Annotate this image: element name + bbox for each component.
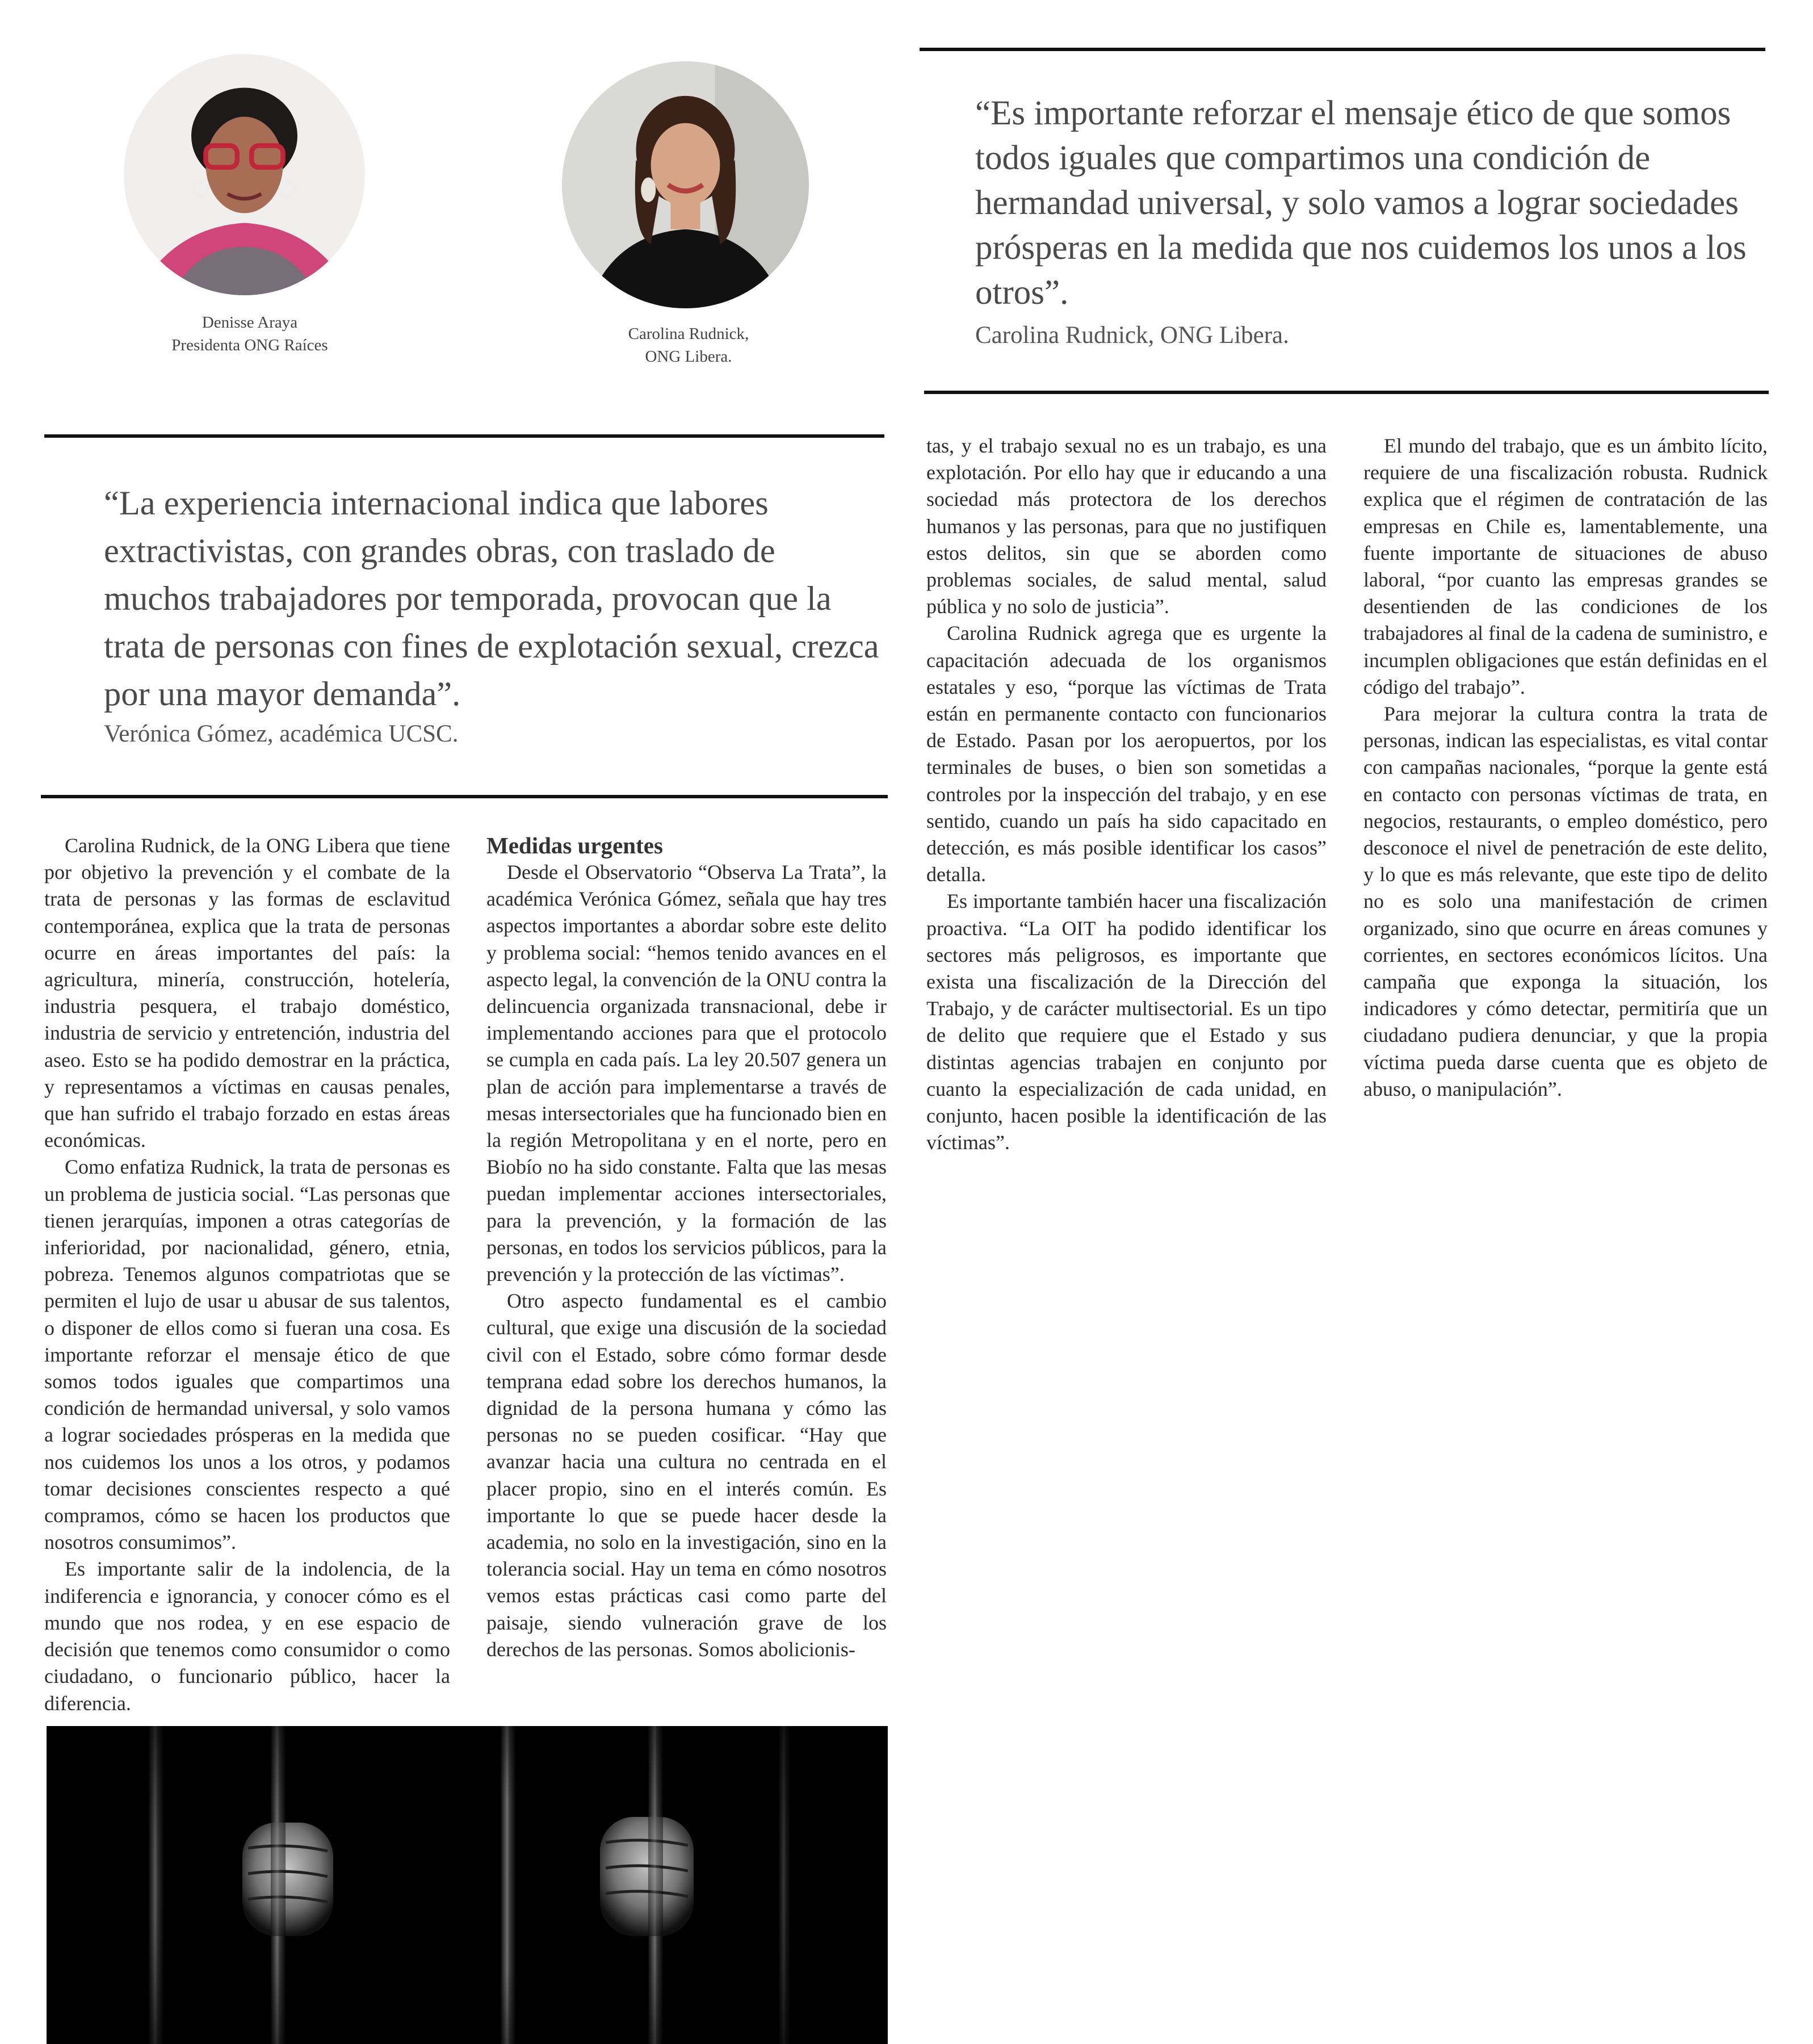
mid-pull-quote-author: Verónica Gómez, académica UCSC. [104, 721, 459, 747]
portrait-denisse-araya [124, 54, 365, 295]
caption-name: Denisse Araya [202, 313, 298, 332]
top-pull-quote-text: “Es importante reforzar el mensaje ético de que somos todos iguales que compartimos una condición de hermandad universal, y solo vamos a lograr sociedades prósperas en la medida que nos cuidemos los unos a los otros”. [975, 94, 1747, 312]
paragraph: Como enfatiza Rudnick, la trata de personas es un problema de justicia social. “Las personas que tienen jerarquías, imponen a otras categorías de inferioridad, por nacionalidad, género, etnia, pobreza. Tenemos algunos compatriotas que se permiten el lujo de usar u abusar de sus talentos, o disponer de ellos como si fueran una cosa. Es importante reforzar el mensaje ético de que somos todos iguales que compartimos una condición de hermandad universal, y solo vamos a lograr sociedades prósperas en la medida que nos cuidemos los unos a los otros, y podamos tomar decisiones conscientes respecto a qué compramos, cómo se hacen los productos que nosotros consumimos”. [44, 1155, 450, 1554]
top-pull-quote [975, 91, 1759, 351]
top-quote-rule-top [920, 48, 1765, 51]
paragraph: tas, y el trabajo sexual no es un trabajo, es una explotación. Por ello hay que ir educando a una sociedad más protectora de los derechos humanos y las personas, para que no justifiquen estos delitos, sin que se aborden como problemas sociales, de salud mental, salud pública y no solo de justicia”. [926, 434, 1327, 618]
article-column-1 [44, 832, 450, 1717]
portrait-caption-1 [131, 311, 369, 357]
portrait-caption-2 [569, 322, 808, 368]
mid-pull-quote [104, 480, 887, 750]
caption-role: ONG Libera. [645, 347, 732, 366]
paragraph: Es importante también hacer una fiscalización proactiva. “La OIT ha podido identificar los sectores más peligrosos, es importante que exista una fiscalización de la Dirección del Trabajo, y de carácter multisectorial. Es un tipo de delito que requiere que el Estado y sus distintas agencias trabajen en conjunto por cuanto la especialización de cada unidad, en conjunto, hacen posible la identificación de las víctimas”. [926, 890, 1327, 1154]
paragraph: Otro aspecto fundamental es el cambio cultural, que exige una discusión de la sociedad civil con el Estado, sobre cómo formar desde temprana edad sobre los derechos humanos, la dignidad de la persona humana y cómo las personas no se pueden cosificar. “Hay que avanzar hacia una cultura no centrada en el placer propio, sino en el interés común. Es importante lo que se puede hacer desde la academia, no solo en la investigación, sino en la tolerancia social. Hay un tema en cómo nosotros vemos estas prácticas casi como parte del paisaje, siendo vulneración grave de los derechos de las personas. Somos abolicionis- [486, 1289, 887, 1661]
article-column-2 [486, 832, 887, 1663]
mid-quote-rule-top [44, 434, 884, 438]
mid-quote-rule-bottom [41, 795, 888, 798]
article-column-4 [1363, 433, 1768, 1103]
top-pull-quote-author: Carolina Rudnick, ONG Libera. [975, 322, 1289, 349]
portrait-carolina-rudnick [562, 61, 809, 308]
mid-pull-quote-text: “La experiencia internacional indica que labores extractivistas, con grandes obras, con traslado de muchos trabajadores por temporada, provocan que la trata de personas con fines de explotación sexual, crezca por una mayor demanda”. [104, 484, 879, 713]
paragraph: Carolina Rudnick agrega que es urgente la capacitación adecuada de los organismos estatales y eso, “porque las víctimas de Trata están en permanente contacto con funcionarios de Estado. Pasan por los aeropuertos, por los terminales de buses, o bien son sometidas a controles por la inspección del trabajo, y en ese sentido, cuando un país ha sido capacitado en detección, es más posible identificar los casos” detalla. [926, 622, 1327, 886]
prison-bars-photo [47, 1726, 888, 2044]
paragraph: Desde el Observatorio “Observa La Trata”, la académica Verónica Gómez, señala que hay tres aspectos importantes a abordar sobre este delito y problema social: “hemos tenido avances en el aspecto legal, la convención de la ONU contra la delincuencia organizada transnacional, debe ir implementando acciones para que el protocolo se cumpla en cada país. La ley 20.507 genera un plan de acción para implementarse a través de mesas intersectoriales que ha funcionado bien en la región Metropolitana y en el norte, pero en Biobío no ha sido constante. Falta que las mesas puedan implementar acciones intersectoriales, para la prevención, y la formación de las personas, en todos los servicios públicos, para la prevención y la protección de las víctimas”. [486, 861, 887, 1286]
article-column-3 [926, 433, 1327, 1156]
paragraph: El mundo del trabajo, que es un ámbito lícito, requiere de una fiscalización robusta. Rudnick explica que el régimen de contratación de las empresas en Chile es, lamentablemente, una fuente importante de situaciones de abuso laboral, “por cuanto las empresas grandes se desentienden de las condiciones de los trabajadores al final de la cadena de suministro, e incumplen obligaciones que están definidas en el código del trabajo”. [1363, 434, 1768, 698]
paragraph: Es importante salir de la indolencia, de la indiferencia e ignorancia, y conocer cómo es el mundo que nos rodea, y en ese espacio de decisión que tenemos como consumidor o como ciudadano, o funcionario público, hacer la diferencia. [44, 1557, 450, 1715]
paragraph: Carolina Rudnick, de la ONG Libera que tiene por objetivo la prevención y el combate de la trata de personas y las formas de esclavitud contemporánea, explica que la trata de personas ocurre en áreas importantes del país: la agricultura, minería, construcción, hotelería, industria pesquera, el trabajo doméstico, industria de servicio y entretención, industria del aseo. Esto se ha podido demostrar en la práctica, y representamos a víctimas en causas penales, que han sufrido el trabajo forzado en estas áreas económicas. [44, 834, 450, 1152]
top-quote-rule-bottom [924, 391, 1769, 394]
caption-role: Presidenta ONG Raíces [171, 336, 328, 354]
caption-name: Carolina Rudnick, [628, 325, 749, 343]
paragraph: Para mejorar la cultura contra la trata de personas, indican las especialistas, es vital contar con campañas nacionales, “porque la gente está en contacto con personas víctimas de trata, en negocios, restaurants, o empleo doméstico, pero desconoce el nivel de penetración de este delito, y lo que es más relevante, que este tipo de delito no es solo una manifestación de crimen organizado, sino que ocurre en áreas comunes y corrientes, en sectores económicos lícitos. Una campaña que exponga la situación, los indicadores y cómo detectar, permitiría que un ciudadano pudiera denunciar, y que la propia víctima pueda darse cuenta que es objeto de abuso, o manipulación”. [1363, 702, 1768, 1100]
section-heading: Medidas urgentes [486, 832, 663, 858]
